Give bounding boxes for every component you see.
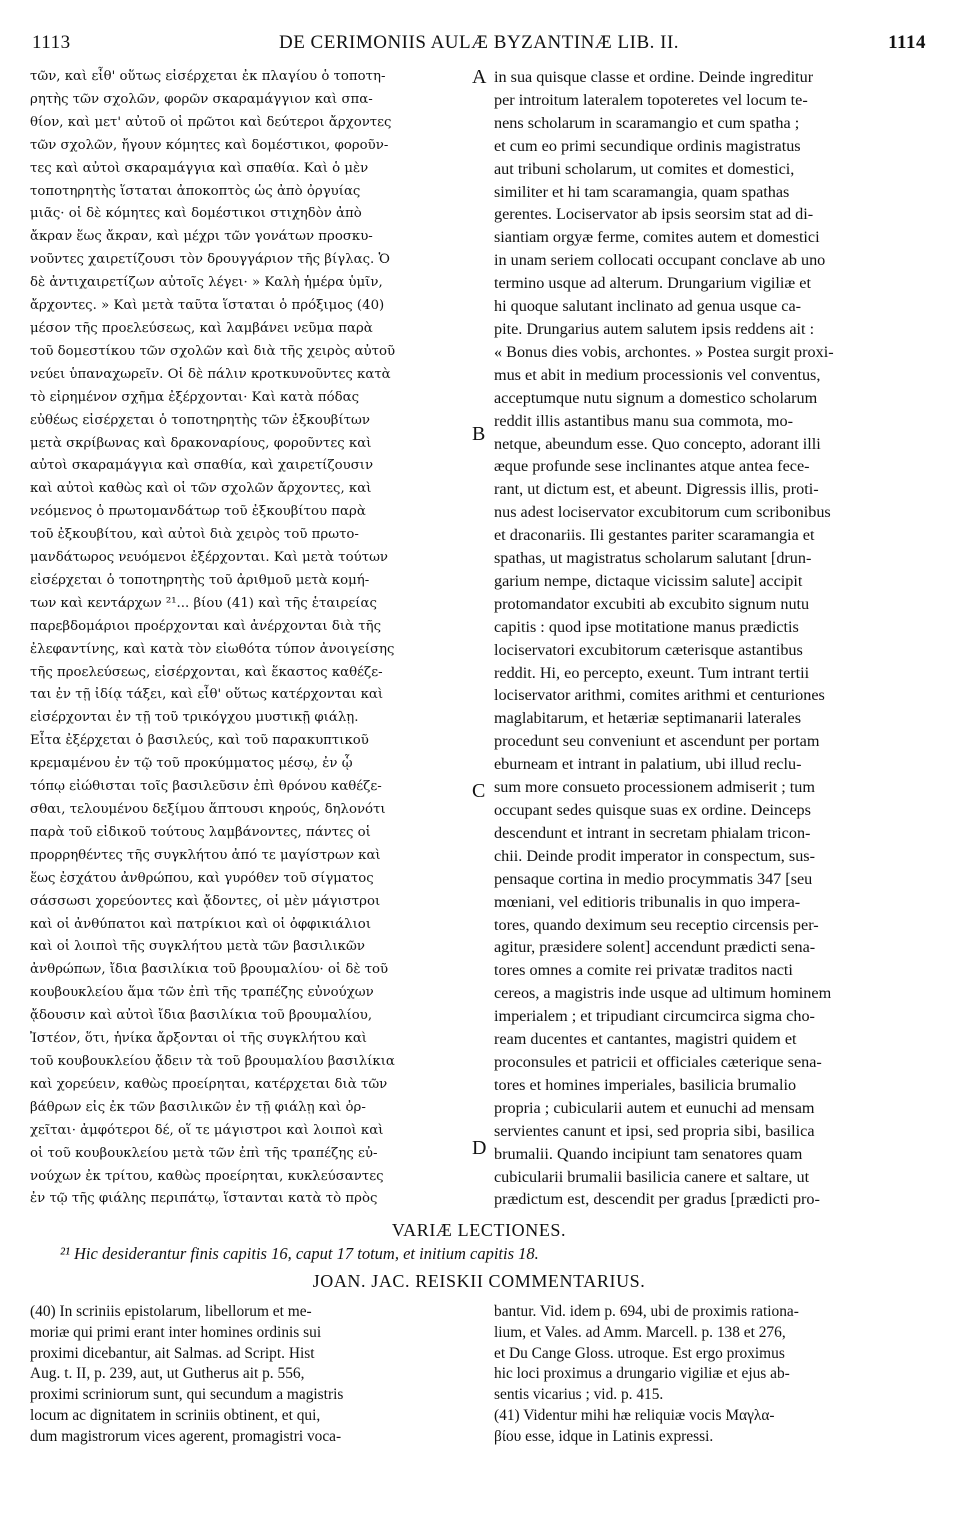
greek-text-line: εὐθέως εἰσέρχεται ὁ τοποτηρητὴς τῶν ἐξκουβίτων bbox=[30, 412, 370, 428]
latin-text-line: et draconariis. Ili gestantes pariter scaramangia et bbox=[494, 526, 815, 545]
latin-text-line: sum more consueto processionem admiserit ; tum bbox=[494, 778, 815, 797]
greek-text-line: εἰσέρχεται ὁ τοποτηρητὴς τοῦ ἀριθμοῦ μετὰ κομή- bbox=[30, 572, 370, 588]
latin-text-line: capitis : quod ipse motitatione manus prædictis bbox=[494, 617, 799, 636]
variae-heading: VARIÆ LECTIONES. bbox=[391, 1220, 567, 1240]
latin-text-line: nus adest lociservator excubitorum cum scribonibus bbox=[494, 503, 831, 522]
page-number-right: 1114 bbox=[888, 32, 926, 53]
latin-text-line: nens scholarum in scaramangio et cum spatha ; bbox=[494, 113, 800, 132]
greek-text-line: καὶ αὐτοὶ καθὼς καὶ οἱ τῶν σχολῶν ἄρχοντες, καὶ bbox=[30, 481, 372, 497]
latin-text-line: pite. Drungarius autem salutem ipsis reddens ait : bbox=[494, 319, 815, 338]
latin-text-line: rant, ut dictum est, et abeunt. Digressis illis, proti- bbox=[494, 480, 819, 499]
latin-text-line: prædictum est, descendit per gradus [prædicti pro- bbox=[494, 1190, 820, 1209]
latin-text-line: netque, abeundum esse. Quo concepto, adorant illi bbox=[494, 434, 821, 453]
commentary-line: moriæ qui primi erant inter homines ordinis sui bbox=[30, 1323, 322, 1341]
greek-text-line: νούχων ἐκ τρίτου, καθὼς προείρηται, κυκλεύσαντες bbox=[30, 1168, 384, 1184]
greek-text-line: Εἶτα ἐξέρχεται ὁ βασιλεύς, καὶ τοῦ παρακυπτικοῦ bbox=[30, 733, 369, 749]
greek-text-line: ἕως ἐσχάτου ἀνθρώπου, καὶ γυρόθεν τοῦ σίγματος bbox=[30, 870, 374, 886]
greek-text-line: σάσσωσι χορεύοντες καὶ ᾄδοντες, οἱ μὲν μάγιστροι bbox=[30, 893, 381, 909]
greek-text-line: αὐτοὶ σκαραμάγγια καὶ σπαθία, καὶ χαιρετίζουσιν bbox=[30, 458, 374, 474]
section-marker-d: D bbox=[472, 1137, 487, 1159]
greek-text-line: Ἰστέον, ὅτι, ἡνίκα ἄρξονται οἱ τῆς συγκλήτου καὶ bbox=[30, 1031, 368, 1047]
commentary-line: Aug. t. II, p. 239, aut, ut Gutherus ait p. 556, bbox=[30, 1365, 305, 1383]
latin-text-line: æque profunde sese inclinantes atque antea fece- bbox=[494, 457, 810, 476]
greek-text-line: κουβουκλείου ἅμα τῶν ἐπὶ τῆς τραπέζης εὐνούχων bbox=[30, 985, 374, 1001]
greek-text-line: μιᾶς· οἱ δὲ κόμητες καὶ δομέστικοι στιχηδὸν ἀπὸ bbox=[30, 206, 362, 222]
greek-text-line: παρεβδομάριοι προέρχονται καὶ ἀνέρχονται διὰ τῆς bbox=[30, 618, 382, 634]
latin-text-line: proconsules et patricii et officiales cæterique sena- bbox=[494, 1052, 822, 1071]
greek-text-line: ται ἐν τῇ ἰδίᾳ τάξει, καὶ εἶθ' οὕτως κατέρχονται καὶ bbox=[30, 687, 384, 703]
latin-text-line: garium nempe, dictaque vicissim salute] accipit bbox=[494, 571, 803, 590]
running-title: DE CERIMONIIS AULÆ BYZANTINÆ LIB. II. bbox=[278, 32, 680, 53]
latin-text-line: similiter et hi tam scaramangia, quam spathas bbox=[494, 182, 790, 201]
greek-text-line: βάθρων εἰς ἐκ τῶν βασιλικῶν ἐν τῇ φιάλῃ καὶ ὀρ- bbox=[30, 1099, 366, 1115]
commentary-line: hic loci proximus a drungario vigiliæ et ejus ab- bbox=[494, 1365, 790, 1383]
latin-text-line: siantiam orgyæ ferme, comites autem et domestici bbox=[494, 228, 820, 247]
greek-text-line: νοῦντες χαιρετίζουσι τὸν δρουγγάριον τῆς βίγλας. Ὁ bbox=[30, 252, 390, 268]
latin-text-line: procedunt seu conveniunt et ascendunt per portam bbox=[494, 732, 820, 751]
latin-text-line: termino usque ad alterum. Drungarium vigiliæ et bbox=[494, 274, 811, 293]
greek-text-line: τῶν, καὶ εἶθ' οὕτως εἰσέρχεται ἐκ πλαγίου ὁ τοποτη- bbox=[30, 69, 386, 84]
commentary-line: dum magistrorum vices agerent, promagistri voca- bbox=[30, 1427, 342, 1445]
latin-text-line: per introitum lateralem topoteretes vel locum te- bbox=[494, 90, 808, 109]
latin-text-line: descendunt et intrant in secretam phialam tricon- bbox=[494, 823, 811, 842]
commentary-line: bantur. Vid. idem p. 694, ubi de proximis rationa- bbox=[494, 1303, 799, 1320]
greek-text-line: καὶ οἱ ἀνθύπατοι καὶ πατρίκιοι καὶ οἱ ὀφφικιάλιοι bbox=[30, 916, 372, 932]
greek-text-line: προρρηθέντες τῆς συγκλήτου ἀπό τε μαγίστρων καὶ bbox=[30, 847, 381, 863]
latin-text-column bbox=[494, 66, 928, 1211]
greek-text-line: θίον, καὶ μετ' αὐτοῦ οἱ πρῶτοι καὶ δεύτεροι ἄρχοντες bbox=[30, 114, 392, 130]
latin-text-line: lociservator arithmi, comites arithmi et centuriones bbox=[494, 686, 825, 705]
greek-text-line: σθαι, τελουμένου δεξίμου ἅπτουσι κηρούς, δηλονότι bbox=[30, 802, 386, 817]
commentary-line: (40) In scriniis epistolarum, libellorum et me- bbox=[30, 1303, 312, 1320]
greek-text-line: ἄρχοντες. » Καὶ μετὰ ταῦτα ἵσταται ὁ πρόξιμος (40) bbox=[30, 298, 385, 314]
greek-text-line: χεῖται· ἀμφότεροι δέ, οἵ τε μάγιστροι καὶ λοιποὶ καὶ bbox=[30, 1122, 384, 1138]
greek-text-line: καὶ οἱ λοιποὶ τῆς συγκλήτου μετὰ τῶν βασιλικῶν bbox=[30, 939, 365, 955]
greek-text-line: μετὰ σκρίβωνας καὶ δρακοναρίους, φοροῦντες καὶ bbox=[30, 435, 372, 451]
commentary-left-column bbox=[30, 1302, 470, 1448]
latin-text-line: eburneam et intrant in palatium, ubi illud reclu- bbox=[494, 755, 802, 774]
greek-text-line: τοῦ κουβουκλείου ᾄδειν τὰ τοῦ βρουμαλίου βασιλίκια bbox=[30, 1053, 395, 1069]
greek-text-line: τῶν σχολῶν, ἤγουν κόμητες καὶ δομέστικοι, φοροῦν- bbox=[30, 137, 389, 153]
latin-text-line: acceptumque nutu signum a domestico scholarum bbox=[494, 388, 818, 407]
greek-text-line: ἄκραν ἕως ἄκραν, καὶ μέχρι τῶν γονάτων προσκυ- bbox=[30, 229, 373, 245]
latin-text-line: mus et abit in medium processionis vel conventus, bbox=[494, 365, 821, 384]
greek-text-line: ᾄδουσιν καὶ αὐτοὶ ἴδια βασιλίκια τοῦ βρουμαλίου, bbox=[30, 1008, 373, 1024]
greek-text-line: των καὶ κεντάρχων ²¹... βίου (41) καὶ τῆς ἑταιρείας bbox=[30, 595, 377, 611]
greek-text-line: τὸ εἰρημένον σχῆμα ἐξέρχονται· Καὶ κατὰ πόδας bbox=[30, 389, 360, 405]
latin-text-line: gerentes. Lociservator ab ipsis seorsim stat ad di- bbox=[494, 205, 814, 224]
latin-text-line: tores, quando deximum seu receptio circensis per- bbox=[494, 915, 819, 934]
greek-text-line: καὶ χορεύειν, καθὼς προείρηται, κατέρχεται διὰ τῶν bbox=[30, 1076, 388, 1092]
latin-text-line: pensaque cortina in medio procymmatis 347 [seu bbox=[494, 869, 813, 888]
greek-text-line: εἰσέρχονται ἐν τῇ τοῦ τρικόγχου μυστικῇ φιάλῃ. bbox=[30, 710, 359, 726]
latin-text-line: propria ; cubicularii autem et eunuchi ad mensam bbox=[494, 1098, 815, 1117]
running-head bbox=[30, 32, 928, 56]
latin-text-line: reddit illis astantibus manu sua commota, mo- bbox=[494, 411, 793, 430]
greek-text-line: ἐν τῷ τῆς φιάλης περιπάτῳ, ἵστανται κατὰ τὸ πρὸς bbox=[30, 1191, 378, 1207]
commentary-right-column bbox=[494, 1302, 928, 1448]
latin-text-line: agitur, præsidere solent] accendunt prædicti sena- bbox=[494, 938, 816, 957]
latin-text-line: maglabitarum, et hetæriæ septimanarii laterales bbox=[494, 709, 802, 728]
latin-text-line: tores omnes a comite rei privatæ traditos nacti bbox=[494, 961, 793, 980]
latin-text-line: cubicularii brumalii basilicia canere et saltare, ut bbox=[494, 1167, 810, 1186]
latin-text-line: brumalii. Quando incipiunt tam senatores quam bbox=[494, 1144, 803, 1163]
commentary-line: lium, et Vales. ad Amm. Marcell. p. 138 et 276, bbox=[494, 1323, 786, 1341]
latin-text-line: tores et homines imperiales, basilicia brumalio bbox=[494, 1075, 797, 1094]
greek-text-line: ἐλεφαντίνης, καὶ κατὰ τὸν εἰωθότα τύπον ἀνοιγείσης bbox=[30, 641, 395, 657]
greek-text-line: τες καὶ αὐτοὶ σκαραμάγγια καὶ σπαθία. Καὶ ὁ μὲν bbox=[30, 160, 369, 176]
commentary-line: locum ac dignitatem in scriniis obtinent, et qui, bbox=[30, 1406, 321, 1424]
latin-text-line: mœniani, vel editioris tribunalis in quo impera- bbox=[494, 892, 801, 911]
section-marker-b: B bbox=[472, 423, 486, 445]
latin-text-line: lociservatori excubitorum cæterisque astantibus bbox=[494, 640, 803, 659]
latin-text-line: servientes canunt et ipsi, sed propria sibi, basilica bbox=[494, 1121, 815, 1140]
page-number-left: 1113 bbox=[32, 32, 71, 53]
latin-text-line: cereos, a magistris inde usque ad ultimum hominem bbox=[494, 984, 832, 1003]
variant-note: ²¹ Hic desiderantur finis capitis 16, caput 17 totum, et initium capitis 18. bbox=[60, 1244, 539, 1263]
greek-text-line: παρὰ τοῦ εἰδικοῦ τούτους λαμβάνοντες, πάντες οἱ bbox=[30, 824, 371, 840]
commentary-line: (41) Videntur mihi hæ reliquiæ vocis Μαγλα- bbox=[494, 1406, 775, 1424]
commentary-heading: JOAN. JAC. REISKII COMMENTARIUS. bbox=[312, 1271, 646, 1291]
greek-text-line: τῆς προελεύσεως, εἰσέρχονται, καὶ ἕκαστος καθέζε- bbox=[30, 664, 383, 680]
latin-text-line: spathas, ut magistratus scholarum salutant [drun- bbox=[494, 549, 812, 568]
latin-text-line: « Bonus dies vobis, archontes. » Postea surgit proxi- bbox=[494, 342, 834, 361]
greek-text-line: τοῦ δομεστίκου τῶν σχολῶν καὶ διὰ τῆς χειρὸς αὐτοῦ bbox=[30, 343, 396, 359]
greek-text-line: μέσον τῆς προελεύσεως, καὶ λαμβάνει νεῦμα παρὰ bbox=[30, 320, 373, 336]
commentary-line: βίου esse, idque in Latinis expressi. bbox=[494, 1427, 714, 1445]
greek-text-line: μανδάτωρος νευόμενοι ἐξέρχονται. Καὶ μετὰ τούτων bbox=[30, 550, 388, 566]
latin-text-line: occupant sedes quisque suas ex ordine. Deinceps bbox=[494, 801, 811, 819]
section-marker-a: A bbox=[472, 66, 487, 88]
latin-text-line: reddit. Hi, eo percepto, exeunt. Tum intrant tertii bbox=[494, 663, 810, 682]
greek-text-line: νεύει ὑπαναχωρεῖν. Οἱ δὲ πάλιν κροτκυνοῦντες κατὰ bbox=[30, 366, 391, 382]
greek-text-line: δὲ ἀντιχαιρετίζων αὐτοῖς λέγει· » Καλὴ ἡμέρα ὑμῖν, bbox=[30, 275, 383, 291]
greek-text-line: κρεμαμένου ἐν τῷ τοῦ προκύμματος μέσῳ, ἐν ᾧ bbox=[30, 756, 353, 772]
latin-text-line: protomandator excubiti ab excubito signum nutu bbox=[494, 594, 810, 613]
latin-text-line: chii. Deinde prodit imperator in conspectum, sus- bbox=[494, 846, 815, 865]
greek-text-line: τόπῳ εἰώθισται τοῖς βασιλεῦσιν ἐπὶ θρόνου καθέζε- bbox=[30, 779, 382, 795]
greek-text-line: νεόμενος ὁ πρωτομανδάτωρ τοῦ ἐξκουβίτου παρὰ bbox=[30, 504, 366, 520]
latin-text-line: imperialem ; et tripudiant circumcirca sigma cho- bbox=[494, 1007, 815, 1026]
commentary-line: sentis vicarius ; vid. p. 415. bbox=[494, 1386, 664, 1404]
greek-text-line: τοποτηρητὴς ἵσταται ἀποκοπτὸς ὡς ἀπὸ ὀργυίας bbox=[30, 183, 361, 199]
latin-text-line: hi quoque salutant inclinato ad genua usque ca- bbox=[494, 297, 802, 316]
greek-text-line: ἀνθρώπων, ἴδια βασιλίκια τοῦ βρουμαλίου· οἱ δὲ τοῦ bbox=[30, 962, 389, 978]
latin-text-line: aut tribuni scholarum, ut comites et domestici, bbox=[494, 159, 795, 178]
latin-text-line: in sua quisque classe et ordine. Deinde ingreditur bbox=[494, 68, 814, 86]
greek-text-line: τοῦ ἐξκουβίτου, καὶ αὐτοὶ διὰ χειρὸς τοῦ πρωτο- bbox=[30, 527, 359, 543]
latin-text-line: in unam seriem collocati occupant conclave ab uno bbox=[494, 251, 826, 270]
commentary-line: proximi scriniorum sunt, qui secundum a magistris bbox=[30, 1386, 344, 1404]
latin-text-line: et cum eo primi secundique ordinis magistratus bbox=[494, 136, 801, 155]
greek-text-column bbox=[30, 66, 470, 1211]
latin-text-line: ream ducentes et cantantes, magistri quidem et bbox=[494, 1030, 797, 1049]
section-marker-c: C bbox=[472, 780, 486, 802]
commentary-line: et Du Cange Gloss. utroque. Est ergo proximus bbox=[494, 1344, 785, 1362]
greek-text-line: οἱ τοῦ κουβουκλείου μετὰ τῶν ἐπὶ τῆς τραπέζης εὐ- bbox=[30, 1145, 378, 1161]
greek-text-line: ρητὴς τῶν σχολῶν, φορῶν σκαραμάγγιον καὶ σπα- bbox=[30, 91, 373, 107]
commentary-line: proximi dicebantur, ait Salmas. ad Script. Hist bbox=[30, 1344, 315, 1362]
